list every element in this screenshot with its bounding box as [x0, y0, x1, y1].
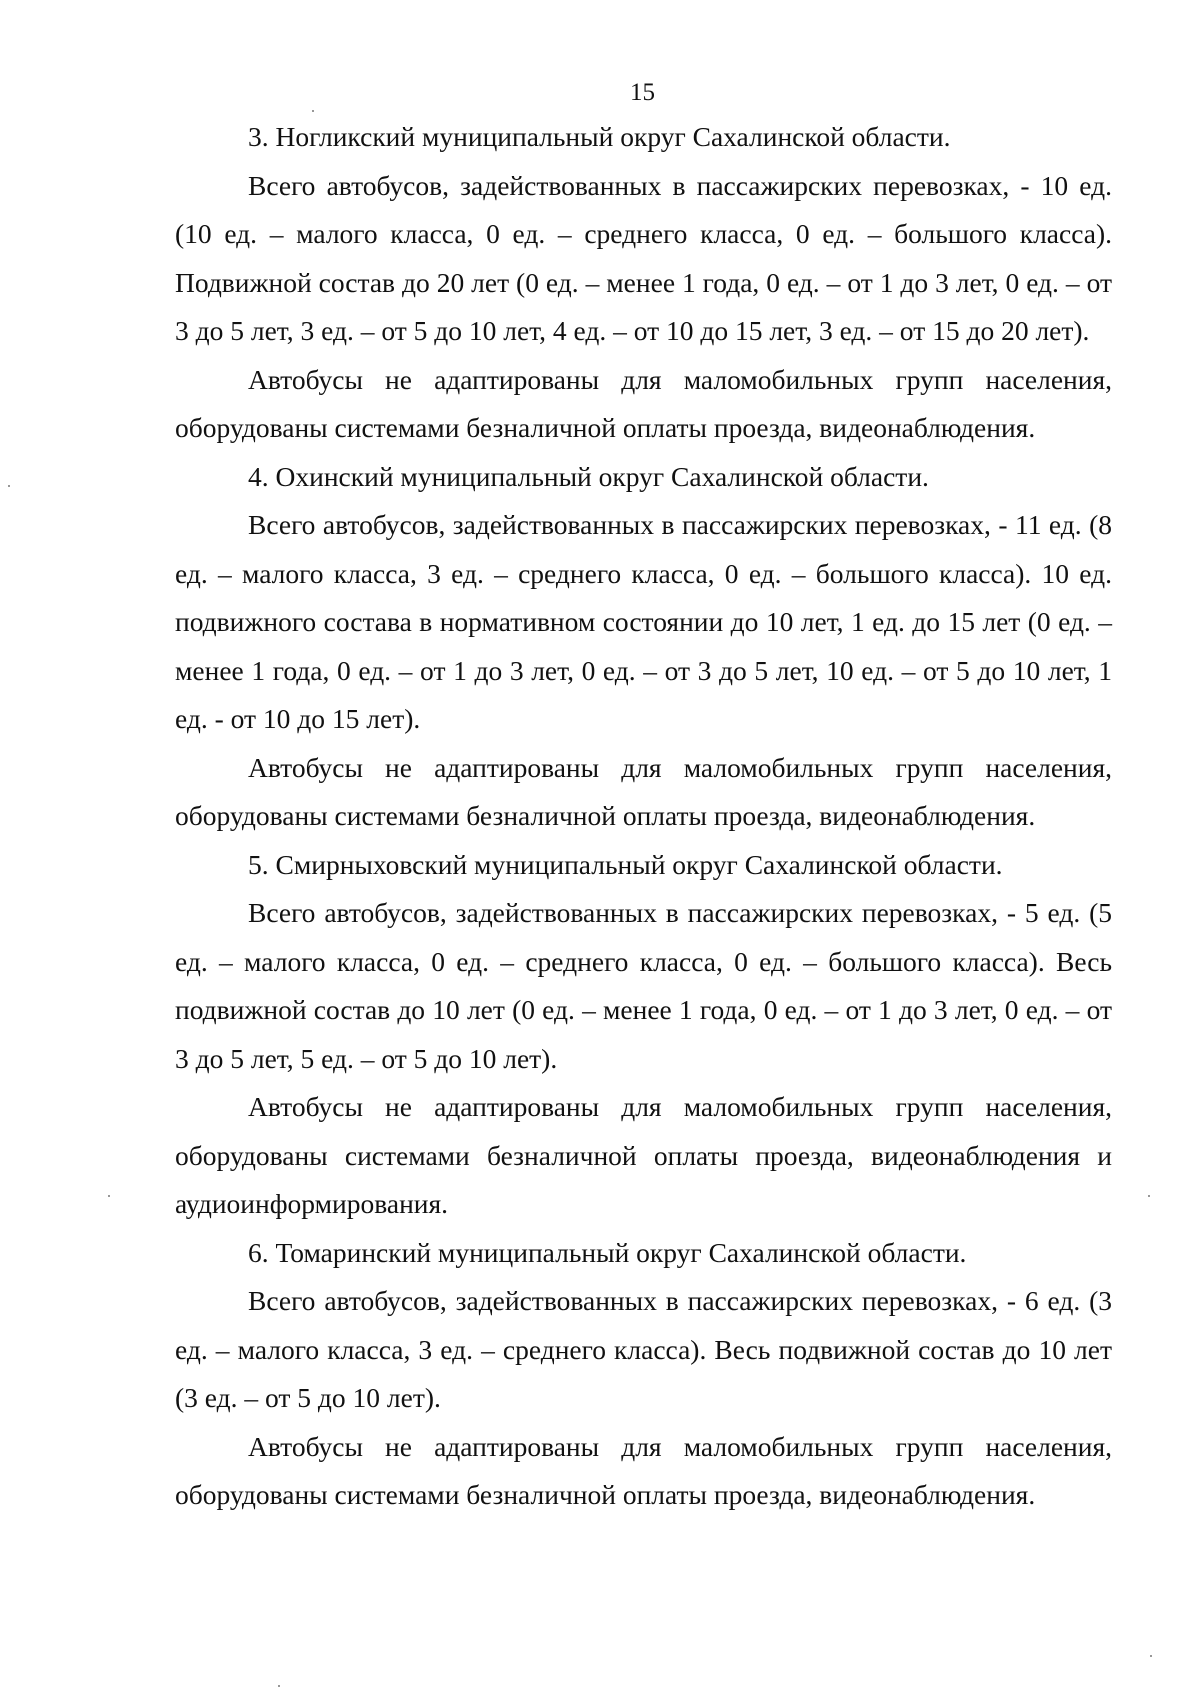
bus-statistics-paragraph: Всего автобусов, задействованных в пассажирских перевозках, - 6 ед. (3 ед. – малого класса, 3 ед. – среднего класса). Весь подвижной состав до 10 лет (3 ед. – от 5 до 10 лет). — [175, 1285, 1112, 1413]
section-okha — [175, 453, 1112, 841]
section-heading: 6. Томаринский муниципальный округ Сахалинской области. — [248, 1236, 967, 1268]
bus-equipment-paragraph: Автобусы не адаптированы для маломобильных групп населения, оборудованы системами безналичной оплаты проезда, видеонаблюдения и аудиоинформирования. — [175, 1091, 1112, 1219]
scan-speck — [312, 110, 314, 112]
document-body — [175, 113, 1112, 1520]
section-heading: 4. Охинский муниципальный округ Сахалинской области. — [248, 460, 929, 492]
section-smirnykh — [175, 841, 1112, 1229]
section-tomari — [175, 1229, 1112, 1520]
scan-speck — [278, 1685, 280, 1687]
scan-speck — [1150, 1655, 1152, 1657]
scan-speck — [1148, 1195, 1150, 1197]
section-heading: 3. Ногликский муниципальный округ Сахалинской области. — [248, 121, 951, 152]
bus-equipment-paragraph: Автобусы не адаптированы для маломобильных групп населения, оборудованы системами безналичной оплаты проезда, видеонаблюдения. — [175, 363, 1112, 443]
bus-statistics-paragraph: Всего автобусов, задействованных в пассажирских перевозках, - 5 ед. (5 ед. – малого класса, 0 ед. – среднего класса, 0 ед. – большого класса). Весь подвижной состав до 10 лет (0 ед. – менее 1 года, 0 ед. – от 1 до 3 лет, 0 ед. – от 3 до 5 лет, 5 ед. – от 5 до 10 лет). — [175, 897, 1112, 1074]
scan-speck — [8, 485, 10, 487]
bus-statistics-paragraph: Всего автобусов, задействованных в пассажирских перевозках, - 11 ед. (8 ед. – малого класса, 3 ед. – среднего класса, 0 ед. – большого класса). 10 ед. подвижного состава в нормативном состоянии до 10 лет, 1 ед. до 15 лет (0 ед. – менее 1 года, 0 ед. – от 1 до 3 лет, 0 ед. – от 3 до 5 лет, 10 ед. – от 5 до 10 лет, 1 ед. - от 10 до 15 лет). — [175, 509, 1112, 734]
section-heading: 5. Смирныховский муниципальный округ Сахалинской области. — [248, 848, 1003, 880]
bus-equipment-paragraph: Автобусы не адаптированы для маломобильных групп населения, оборудованы системами безналичной оплаты проезда, видеонаблюдения. — [175, 1430, 1112, 1510]
bus-equipment-paragraph: Автобусы не адаптированы для маломобильных групп населения, оборудованы системами безналичной оплаты проезда, видеонаблюдения. — [175, 751, 1112, 831]
section-nogliki — [175, 113, 1112, 453]
scan-speck — [108, 1195, 110, 1197]
page-number: 15 — [630, 79, 655, 106]
bus-statistics-paragraph: Всего автобусов, задействованных в пассажирских перевозках, - 10 ед. (10 ед. – малого класса, 0 ед. – среднего класса, 0 ед. – большого класса). Подвижной состав до 20 лет (0 ед. – менее 1 года, 0 ед. – от 1 до 3 лет, 0 ед. – от 3 до 5 лет, 3 ед. – от 5 до 10 лет, 4 ед. – от 10 до 15 лет, 3 ед. – от 15 до 20 лет). — [175, 169, 1112, 346]
